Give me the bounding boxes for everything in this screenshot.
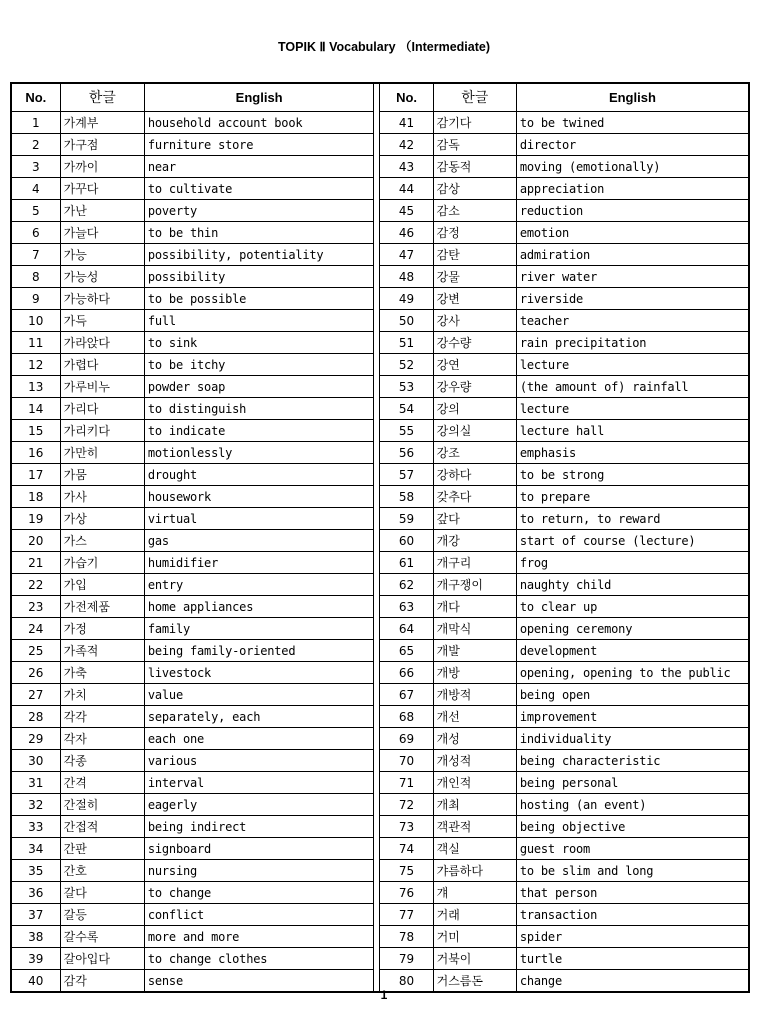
korean-word: 개최 <box>433 794 516 816</box>
english-meaning: each one <box>144 728 374 750</box>
korean-word: 거스름돈 <box>433 970 516 993</box>
table-row <box>11 486 749 508</box>
korean-word: 갈등 <box>60 904 144 926</box>
english-meaning: that person <box>516 882 749 904</box>
entry-number: 16 <box>11 442 60 464</box>
english-meaning: to be strong <box>516 464 749 486</box>
korean-word: 거미 <box>433 926 516 948</box>
english-meaning: separately, each <box>144 706 374 728</box>
english-meaning: turtle <box>516 948 749 970</box>
korean-word: 가치 <box>60 684 144 706</box>
english-meaning: riverside <box>516 288 749 310</box>
table-row <box>11 244 749 266</box>
entry-number: 8 <box>11 266 60 288</box>
korean-word: 가리다 <box>60 398 144 420</box>
table-row <box>11 398 749 420</box>
entry-number: 68 <box>380 706 433 728</box>
entry-number: 48 <box>380 266 433 288</box>
english-meaning: being objective <box>516 816 749 838</box>
entry-number: 71 <box>380 772 433 794</box>
page-number: 1 <box>380 988 388 1002</box>
entry-number: 23 <box>11 596 60 618</box>
entry-number: 19 <box>11 508 60 530</box>
entry-number: 52 <box>380 354 433 376</box>
english-meaning: being indirect <box>144 816 374 838</box>
korean-word: 개방 <box>433 662 516 684</box>
entry-number: 47 <box>380 244 433 266</box>
korean-word: 가루비누 <box>60 376 144 398</box>
korean-word: 가늘다 <box>60 222 144 244</box>
english-meaning: to sink <box>144 332 374 354</box>
korean-word: 각각 <box>60 706 144 728</box>
korean-word: 가족적 <box>60 640 144 662</box>
entry-number: 7 <box>11 244 60 266</box>
english-meaning: spider <box>516 926 749 948</box>
table-row <box>11 838 749 860</box>
entry-number: 45 <box>380 200 433 222</box>
english-meaning: improvement <box>516 706 749 728</box>
entry-number: 66 <box>380 662 433 684</box>
english-meaning: admiration <box>516 244 749 266</box>
korean-word: 감소 <box>433 200 516 222</box>
korean-word: 감독 <box>433 134 516 156</box>
english-meaning: to change clothes <box>144 948 374 970</box>
entry-number: 31 <box>11 772 60 794</box>
english-meaning: rain precipitation <box>516 332 749 354</box>
entry-number: 3 <box>11 156 60 178</box>
korean-word: 가스 <box>60 530 144 552</box>
korean-word: 가뭄 <box>60 464 144 486</box>
korean-word: 가상 <box>60 508 144 530</box>
entry-number: 22 <box>11 574 60 596</box>
english-meaning: various <box>144 750 374 772</box>
korean-word: 가만히 <box>60 442 144 464</box>
korean-word: 감동적 <box>433 156 516 178</box>
entry-number: 51 <box>380 332 433 354</box>
english-meaning: lecture hall <box>516 420 749 442</box>
english-meaning: humidifier <box>144 552 374 574</box>
korean-word: 강의 <box>433 398 516 420</box>
korean-word: 객실 <box>433 838 516 860</box>
english-meaning: hosting (an event) <box>516 794 749 816</box>
table-row <box>11 464 749 486</box>
table-row <box>11 508 749 530</box>
header-no: No. <box>380 83 433 112</box>
entry-number: 38 <box>11 926 60 948</box>
english-meaning: to be possible <box>144 288 374 310</box>
english-meaning: interval <box>144 772 374 794</box>
table-row <box>11 684 749 706</box>
english-meaning: lecture <box>516 398 749 420</box>
english-meaning: housework <box>144 486 374 508</box>
table-row <box>11 200 749 222</box>
english-meaning: reduction <box>516 200 749 222</box>
english-meaning: being family-oriented <box>144 640 374 662</box>
korean-word: 가리키다 <box>60 420 144 442</box>
entry-number: 28 <box>11 706 60 728</box>
header-korean: 한글 <box>433 83 516 112</box>
english-meaning: teacher <box>516 310 749 332</box>
entry-number: 61 <box>380 552 433 574</box>
entry-number: 65 <box>380 640 433 662</box>
table-row <box>11 354 749 376</box>
english-meaning: to prepare <box>516 486 749 508</box>
table-row <box>11 420 749 442</box>
header-no: No. <box>11 83 60 112</box>
korean-word: 객관적 <box>433 816 516 838</box>
entry-number: 1 <box>11 112 60 134</box>
korean-word: 개방적 <box>433 684 516 706</box>
korean-word: 가능성 <box>60 266 144 288</box>
english-meaning: household account book <box>144 112 374 134</box>
korean-word: 개성 <box>433 728 516 750</box>
english-meaning: guest room <box>516 838 749 860</box>
entry-number: 53 <box>380 376 433 398</box>
korean-word: 개구쟁이 <box>433 574 516 596</box>
entry-number: 42 <box>380 134 433 156</box>
korean-word: 각자 <box>60 728 144 750</box>
korean-word: 가난 <box>60 200 144 222</box>
entry-number: 6 <box>11 222 60 244</box>
table-row <box>11 310 749 332</box>
english-meaning: possibility, potentiality <box>144 244 374 266</box>
korean-word: 가입 <box>60 574 144 596</box>
english-meaning: drought <box>144 464 374 486</box>
korean-word: 감상 <box>433 178 516 200</box>
english-meaning: powder soap <box>144 376 374 398</box>
header-english: English <box>144 83 374 112</box>
english-meaning: more and more <box>144 926 374 948</box>
entry-number: 59 <box>380 508 433 530</box>
table-header-row <box>11 83 749 112</box>
english-meaning: frog <box>516 552 749 574</box>
korean-word: 개구리 <box>433 552 516 574</box>
entry-number: 36 <box>11 882 60 904</box>
entry-number: 11 <box>11 332 60 354</box>
entry-number: 34 <box>11 838 60 860</box>
english-meaning: to return, to reward <box>516 508 749 530</box>
korean-word: 가정 <box>60 618 144 640</box>
english-meaning: poverty <box>144 200 374 222</box>
korean-word: 개인적 <box>433 772 516 794</box>
english-meaning: being open <box>516 684 749 706</box>
english-meaning: to cultivate <box>144 178 374 200</box>
entry-number: 50 <box>380 310 433 332</box>
table-row <box>11 112 749 134</box>
korean-word: 강하다 <box>433 464 516 486</box>
english-meaning: to clear up <box>516 596 749 618</box>
entry-number: 32 <box>11 794 60 816</box>
table-row <box>11 288 749 310</box>
entry-number: 40 <box>11 970 60 993</box>
english-meaning: to be twined <box>516 112 749 134</box>
korean-word: 거북이 <box>433 948 516 970</box>
english-meaning: livestock <box>144 662 374 684</box>
table-row <box>11 618 749 640</box>
entry-number: 78 <box>380 926 433 948</box>
korean-word: 갸름하다 <box>433 860 516 882</box>
english-meaning: river water <box>516 266 749 288</box>
english-meaning: near <box>144 156 374 178</box>
english-meaning: transaction <box>516 904 749 926</box>
english-meaning: being personal <box>516 772 749 794</box>
english-meaning: signboard <box>144 838 374 860</box>
korean-word: 가렵다 <box>60 354 144 376</box>
english-meaning: conflict <box>144 904 374 926</box>
entry-number: 17 <box>11 464 60 486</box>
korean-word: 가까이 <box>60 156 144 178</box>
korean-word: 간절히 <box>60 794 144 816</box>
english-meaning: home appliances <box>144 596 374 618</box>
entry-number: 24 <box>11 618 60 640</box>
english-meaning: to change <box>144 882 374 904</box>
korean-word: 강사 <box>433 310 516 332</box>
english-meaning: opening ceremony <box>516 618 749 640</box>
entry-number: 14 <box>11 398 60 420</box>
header-korean: 한글 <box>60 83 144 112</box>
entry-number: 35 <box>11 860 60 882</box>
english-meaning: to be thin <box>144 222 374 244</box>
english-meaning: naughty child <box>516 574 749 596</box>
table-row <box>11 904 749 926</box>
korean-word: 갈다 <box>60 882 144 904</box>
table-row <box>11 706 749 728</box>
korean-word: 강수량 <box>433 332 516 354</box>
english-meaning: family <box>144 618 374 640</box>
table-row <box>11 948 749 970</box>
table-row <box>11 156 749 178</box>
english-meaning: furniture store <box>144 134 374 156</box>
english-meaning: to indicate <box>144 420 374 442</box>
korean-word: 갈아입다 <box>60 948 144 970</box>
english-meaning: full <box>144 310 374 332</box>
korean-word: 간판 <box>60 838 144 860</box>
entry-number: 75 <box>380 860 433 882</box>
table-row <box>11 882 749 904</box>
entry-number: 54 <box>380 398 433 420</box>
korean-word: 강우량 <box>433 376 516 398</box>
table-row <box>11 178 749 200</box>
table-row <box>11 266 749 288</box>
english-meaning: appreciation <box>516 178 749 200</box>
entry-number: 62 <box>380 574 433 596</box>
entry-number: 58 <box>380 486 433 508</box>
korean-word: 간접적 <box>60 816 144 838</box>
entry-number: 25 <box>11 640 60 662</box>
table-row <box>11 442 749 464</box>
header-english: English <box>516 83 749 112</box>
korean-word: 간격 <box>60 772 144 794</box>
english-meaning: to distinguish <box>144 398 374 420</box>
table-row <box>11 596 749 618</box>
table-row <box>11 772 749 794</box>
entry-number: 80 <box>380 970 433 993</box>
english-meaning: lecture <box>516 354 749 376</box>
english-meaning: (the amount of) rainfall <box>516 376 749 398</box>
entry-number: 9 <box>11 288 60 310</box>
english-meaning: moving (emotionally) <box>516 156 749 178</box>
table-row <box>11 552 749 574</box>
english-meaning: individuality <box>516 728 749 750</box>
english-meaning: to be slim and long <box>516 860 749 882</box>
korean-word: 개강 <box>433 530 516 552</box>
korean-word: 가구점 <box>60 134 144 156</box>
table-row <box>11 134 749 156</box>
english-meaning: gas <box>144 530 374 552</box>
korean-word: 가꾸다 <box>60 178 144 200</box>
english-meaning: eagerly <box>144 794 374 816</box>
english-meaning: development <box>516 640 749 662</box>
korean-word: 갈수록 <box>60 926 144 948</box>
entry-number: 72 <box>380 794 433 816</box>
table-row <box>11 926 749 948</box>
entry-number: 69 <box>380 728 433 750</box>
korean-word: 가전제품 <box>60 596 144 618</box>
korean-word: 가라앉다 <box>60 332 144 354</box>
korean-word: 가능하다 <box>60 288 144 310</box>
entry-number: 73 <box>380 816 433 838</box>
entry-number: 27 <box>11 684 60 706</box>
korean-word: 가축 <box>60 662 144 684</box>
entry-number: 39 <box>11 948 60 970</box>
entry-number: 41 <box>380 112 433 134</box>
vocabulary-table <box>10 82 750 993</box>
english-meaning: nursing <box>144 860 374 882</box>
table-row <box>11 662 749 684</box>
korean-word: 가습기 <box>60 552 144 574</box>
table-row <box>11 816 749 838</box>
korean-word: 개막식 <box>433 618 516 640</box>
korean-word: 갚다 <box>433 508 516 530</box>
table-row <box>11 222 749 244</box>
entry-number: 63 <box>380 596 433 618</box>
entry-number: 57 <box>380 464 433 486</box>
entry-number: 15 <box>11 420 60 442</box>
entry-number: 30 <box>11 750 60 772</box>
english-meaning: opening, opening to the public <box>516 662 749 684</box>
korean-word: 감정 <box>433 222 516 244</box>
entry-number: 13 <box>11 376 60 398</box>
entry-number: 21 <box>11 552 60 574</box>
english-meaning: being characteristic <box>516 750 749 772</box>
english-meaning: director <box>516 134 749 156</box>
entry-number: 49 <box>380 288 433 310</box>
table-row <box>11 530 749 552</box>
table-row <box>11 376 749 398</box>
table-row <box>11 794 749 816</box>
korean-word: 감탄 <box>433 244 516 266</box>
entry-number: 2 <box>11 134 60 156</box>
entry-number: 77 <box>380 904 433 926</box>
english-meaning: to be itchy <box>144 354 374 376</box>
english-meaning: possibility <box>144 266 374 288</box>
korean-word: 강연 <box>433 354 516 376</box>
table-row <box>11 728 749 750</box>
entry-number: 46 <box>380 222 433 244</box>
english-meaning: sense <box>144 970 374 993</box>
korean-word: 각종 <box>60 750 144 772</box>
korean-word: 간호 <box>60 860 144 882</box>
korean-word: 가득 <box>60 310 144 332</box>
english-meaning: entry <box>144 574 374 596</box>
entry-number: 43 <box>380 156 433 178</box>
korean-word: 갖추다 <box>433 486 516 508</box>
entry-number: 33 <box>11 816 60 838</box>
entry-number: 10 <box>11 310 60 332</box>
entry-number: 37 <box>11 904 60 926</box>
english-meaning: motionlessly <box>144 442 374 464</box>
entry-number: 67 <box>380 684 433 706</box>
english-meaning: emotion <box>516 222 749 244</box>
entry-number: 64 <box>380 618 433 640</box>
english-meaning: change <box>516 970 749 993</box>
table-row <box>11 750 749 772</box>
korean-word: 가사 <box>60 486 144 508</box>
entry-number: 26 <box>11 662 60 684</box>
entry-number: 12 <box>11 354 60 376</box>
entry-number: 79 <box>380 948 433 970</box>
entry-number: 5 <box>11 200 60 222</box>
korean-word: 개발 <box>433 640 516 662</box>
korean-word: 강조 <box>433 442 516 464</box>
korean-word: 감각 <box>60 970 144 993</box>
korean-word: 강변 <box>433 288 516 310</box>
korean-word: 가계부 <box>60 112 144 134</box>
entry-number: 55 <box>380 420 433 442</box>
entry-number: 20 <box>11 530 60 552</box>
entry-number: 18 <box>11 486 60 508</box>
korean-word: 감기다 <box>433 112 516 134</box>
entry-number: 70 <box>380 750 433 772</box>
korean-word: 거래 <box>433 904 516 926</box>
table-row <box>11 574 749 596</box>
english-meaning: emphasis <box>516 442 749 464</box>
table-row <box>11 640 749 662</box>
entry-number: 56 <box>380 442 433 464</box>
korean-word: 걔 <box>433 882 516 904</box>
entry-number: 60 <box>380 530 433 552</box>
english-meaning: value <box>144 684 374 706</box>
korean-word: 강의실 <box>433 420 516 442</box>
entry-number: 4 <box>11 178 60 200</box>
english-meaning: start of course (lecture) <box>516 530 749 552</box>
korean-word: 가능 <box>60 244 144 266</box>
korean-word: 강물 <box>433 266 516 288</box>
entry-number: 44 <box>380 178 433 200</box>
entry-number: 76 <box>380 882 433 904</box>
table-row <box>11 332 749 354</box>
entry-number: 74 <box>380 838 433 860</box>
korean-word: 개다 <box>433 596 516 618</box>
vocabulary-body <box>11 112 749 993</box>
document-title: TOPIK Ⅱ Vocabulary （Intermediate) <box>278 40 490 54</box>
korean-word: 개성적 <box>433 750 516 772</box>
korean-word: 개선 <box>433 706 516 728</box>
english-meaning: virtual <box>144 508 374 530</box>
table-row <box>11 860 749 882</box>
entry-number: 29 <box>11 728 60 750</box>
